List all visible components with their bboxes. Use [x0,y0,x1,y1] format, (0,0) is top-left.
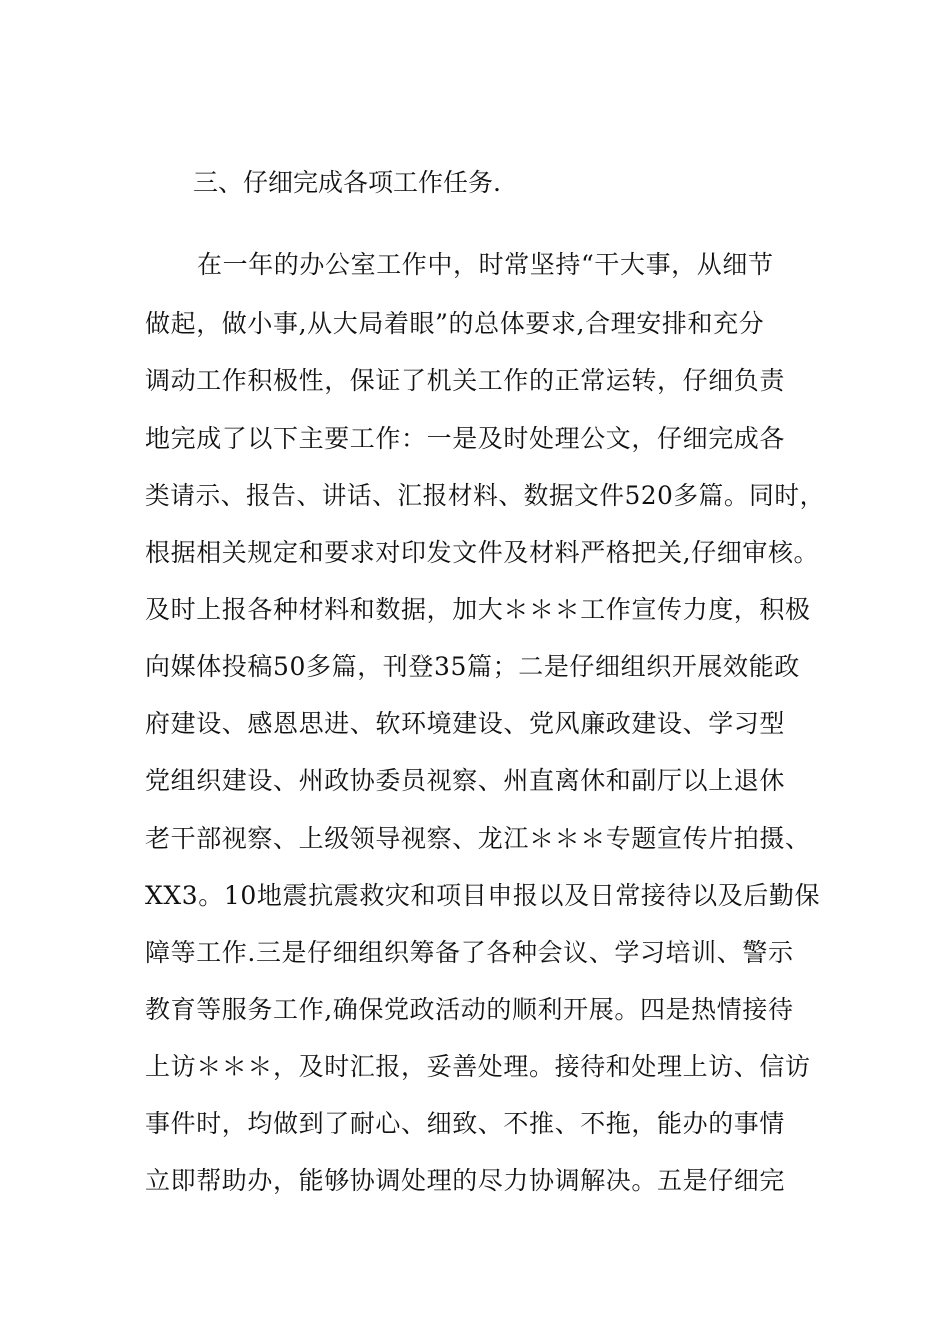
text-line: 在一年的办公室工作中，时常坚持“干大事，从细节 [197,250,774,279]
text-line: 党组织建设、州政协委员视察、州直离休和副厅以上退休 [145,766,786,795]
text-line: 地完成了以下主要工作：一是及时处理公文，仔细完成各 [145,424,786,453]
text-line: 根据相关规定和要求对印发文件及材料严格把关,仔细审核。 [145,538,820,567]
text-line: 障等工作.三是仔细组织筹备了各种会议、学习培训、警示 [145,938,794,967]
text-line: 立即帮助办，能够协调处理的尽力协调解决。五是仔细完 [145,1166,786,1195]
text-line: 类请示、报告、讲话、汇报材料、数据文件520多篇。同时， [145,481,825,510]
text-line: 教育等服务工作,确保党政活动的顺利开展。四是热情接待 [145,995,794,1024]
text-line: 府建设、感恩思进、软环境建设、党风廉政建设、学习型 [145,709,786,738]
text-line: 及时上报各种材料和数据，加大＊＊＊工作宣传力度，积极 [145,595,811,624]
text-line: 事件时，均做到了耐心、细致、不推、不拖，能办的事情 [145,1109,786,1138]
section-heading: 三、仔细完成各项工作任务. [193,168,501,197]
text-line: 做起，做小事,从大局着眼”的总体要求,合理安排和充分 [145,309,765,338]
text-line: 老干部视察、上级领导视察、龙江＊＊＊专题宣传片拍摄、 [145,824,811,853]
text-line: XX3。10地震抗震救灾和项目申报以及日常接待以及后勤保 [145,881,821,910]
text-line: 向媒体投稿50多篇，刊登35篇；二是仔细组织开展效能政 [145,652,800,681]
text-line: 调动工作积极性，保证了机关工作的正常运转，仔细负责 [145,366,786,395]
text-line: 上访＊＊＊，及时汇报，妥善处理。接待和处理上访、信访 [145,1052,811,1081]
